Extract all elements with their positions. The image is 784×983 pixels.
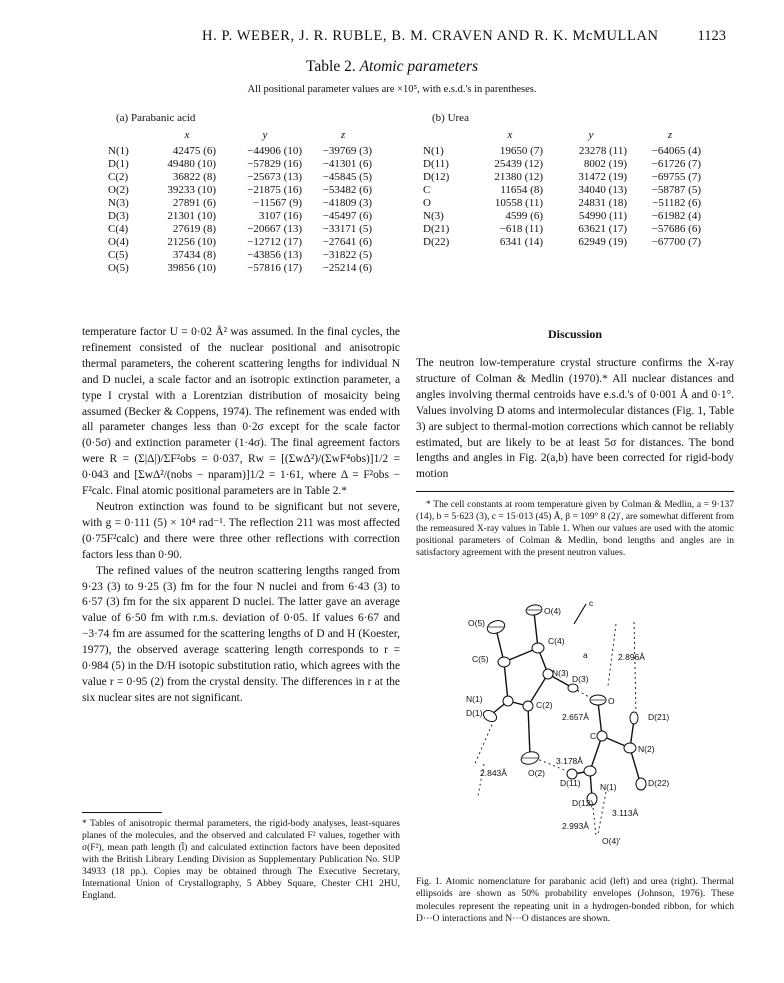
coordinate-cell: −11567 (9) — [253, 196, 302, 209]
coordinate-cell: 39856 (10) — [167, 261, 216, 274]
table-row — [108, 157, 378, 170]
coordinate-cell: −33171 (5) — [322, 222, 372, 235]
table-row — [108, 196, 378, 209]
table-row — [423, 222, 707, 235]
distance-label: 2.657Å — [562, 712, 589, 722]
coordinate-cell: 39233 (10) — [167, 183, 216, 196]
table-row — [423, 235, 707, 248]
table-row — [108, 235, 378, 248]
table-b-label: (b) Urea — [432, 112, 469, 124]
table-row — [423, 170, 707, 183]
atom-name-cell: D(3) — [108, 209, 129, 222]
right-footnote — [416, 499, 734, 559]
table-row — [423, 157, 707, 170]
footnote-rule — [82, 812, 162, 813]
col-z: z — [340, 129, 346, 141]
axis-label: a — [583, 650, 588, 660]
atom-name-cell: N(3) — [108, 196, 129, 209]
atom-name-cell: O(5) — [108, 261, 129, 274]
col-x: x — [507, 129, 513, 141]
atom-label: O(4)′ — [602, 836, 621, 846]
coordinate-cell: −618 (11) — [499, 222, 543, 235]
coordinate-cell: −31822 (5) — [322, 248, 372, 261]
table-a-label: (a) Parabanic acid — [116, 112, 196, 124]
coordinate-cell: 62949 (19) — [578, 235, 627, 248]
coordinate-cell: −45497 (6) — [322, 209, 372, 222]
distance-label: 3.113Å — [612, 808, 639, 818]
table-title-italic: Atomic parameters — [359, 58, 478, 75]
atom-label: D(12) — [572, 798, 594, 808]
table-row — [423, 183, 707, 196]
section-heading: Discussion — [547, 327, 603, 341]
atom-name-cell: C — [423, 183, 431, 196]
left-footnote — [82, 818, 400, 902]
table-note: All positional parameter values are ×10⁵, with e.s.d.'s in parentheses. — [247, 84, 537, 95]
page-number: 1123 — [697, 28, 726, 44]
coordinate-cell: −61726 (7) — [651, 157, 701, 170]
distance-label: 2.896Å — [618, 652, 645, 662]
axis-label: c — [589, 598, 594, 608]
atom-name-cell: D(22) — [423, 235, 450, 248]
table-row — [108, 222, 378, 235]
atom-label: D(3) — [572, 674, 589, 684]
atom-name-cell: N(3) — [423, 209, 444, 222]
coordinate-cell: 27891 (6) — [172, 196, 216, 209]
atom-name-cell: N(1) — [423, 144, 444, 157]
coordinate-cell: 21256 (10) — [167, 235, 216, 248]
paragraph: Neutron extinction was found to be significant but not severe, with g = 0·111 (5) × 10⁴ rad⁻¹. The reflection 211 was most affected (0·75F²calc) and there were three other reflections with correction factors less than 0·90. — [82, 500, 400, 561]
coordinate-cell: −20667 (13) — [247, 222, 302, 235]
coordinate-cell: −58787 (5) — [651, 183, 701, 196]
atom-name-cell: N(1) — [108, 144, 129, 157]
coordinate-cell: −25673 (13) — [247, 170, 302, 183]
coordinate-cell: −69755 (7) — [651, 170, 701, 183]
table-title — [0, 58, 784, 76]
distance-label: 3.178Å — [556, 756, 583, 766]
col-y: y — [588, 129, 594, 141]
author-line: H. P. WEBER, J. R. RUBLE, B. M. CRAVEN AND R. K. McMULLAN — [202, 28, 659, 44]
coordinate-cell: −43856 (13) — [247, 248, 302, 261]
coordinate-cell: −41301 (6) — [322, 157, 372, 170]
coordinate-cell: 54990 (11) — [578, 209, 627, 222]
coordinate-cell: −45845 (5) — [322, 170, 372, 183]
atom-label: O(5) — [468, 618, 485, 628]
coordinate-cell: −44906 (10) — [247, 144, 302, 157]
coordinate-cell: −64065 (4) — [651, 144, 701, 157]
table-row — [108, 261, 378, 274]
coordinate-cell: 11654 (8) — [500, 183, 543, 196]
atom-label: D(22) — [648, 778, 670, 788]
atom-label: N(3) — [552, 668, 569, 678]
coordinate-cell: 3107 (16) — [258, 209, 302, 222]
coordinate-cell: −61982 (4) — [651, 209, 701, 222]
running-header — [0, 28, 784, 52]
coordinate-cell: 63621 (17) — [578, 222, 627, 235]
table-row — [108, 209, 378, 222]
atom-name-cell: D(11) — [423, 157, 449, 170]
footnote-rule — [416, 491, 734, 492]
coordinate-cell: −57829 (16) — [247, 157, 302, 170]
coordinate-cell: −27641 (6) — [322, 235, 372, 248]
coordinate-cell: −67700 (7) — [651, 235, 701, 248]
coordinate-cell: 21301 (10) — [167, 209, 216, 222]
atom-label: D(11) — [560, 778, 581, 788]
distance-label: 2.843Å — [480, 768, 507, 778]
atom-label: N(1) — [600, 782, 617, 792]
coordinate-cell: −25214 (6) — [322, 261, 372, 274]
atom-name-cell: O(4) — [108, 235, 129, 248]
left-column — [82, 325, 400, 707]
atom-label: O — [608, 696, 615, 706]
footnote-text: * Tables of anisotropic thermal parameters, the rigid-body analyses, least-squares planes of the molecules, and the observed and calculated F² values, together with σ(F²), mean path length (l̄) and calculated extinction factors have been deposited with the British Library Lending Division as Supplementary Publication No. SUP 34933 (18 pp.). Copies may be obtained through The Executive Secretary, International Union of Crystallography, 5 Abbey Square, Chester CH1 2HU, England. — [82, 819, 400, 901]
coordinate-cell: −57686 (6) — [651, 222, 701, 235]
atom-name-cell: O(2) — [108, 183, 129, 196]
atom-label: O(4) — [544, 606, 561, 616]
table-row — [423, 144, 707, 157]
atom-label: N(1) — [466, 694, 483, 704]
coordinate-cell: 6341 (14) — [499, 235, 543, 248]
paragraph: The refined values of the neutron scattering lengths ranged from 9·23 (3) to 9·25 (3) fm for the four N nuclei and from 6·43 (3) to 6·57 (3) fm for the six apparent D nuclei. The latter gave an average value of 6·50 fm with r.m.s. deviation of 0·05. If values 6·67 and −3·74 fm are assumed for the scattering lengths of D and H (Koester, 1977), the observed average scattering length corresponds to r = 0·984 (5) in the D/H isotopic substitution ratio, which agrees with the value r = 0·95 (2) from the crystal density. The differences in r at the six nuclear sites are not significant. — [82, 564, 400, 704]
footnote-text: * The cell constants at room temperature given by Colman & Medlin, a = 9·137 (14), b = 5·623 (3), c = 15·013 (45) Å, β = 109° 8 (2)′, are somewhat different from the remeasured X-ray values in Table 1. When our values are used with the atomic positional parameters of Colman & Medlin, bond lengths and angles are in satisfactory agreement with the present neutron values. — [416, 500, 734, 558]
coordinate-cell: −51182 (6) — [652, 196, 701, 209]
atom-label: D(1) — [466, 708, 483, 718]
atom-label: N(2) — [638, 744, 655, 754]
atom-label: D(21) — [648, 712, 670, 722]
coordinate-cell: 49480 (10) — [167, 157, 216, 170]
atom-label: C(4) — [548, 636, 565, 646]
atom-name-cell: O — [423, 196, 431, 209]
coordinate-cell: 31472 (19) — [578, 170, 627, 183]
atom-name-cell: C(2) — [108, 170, 129, 183]
coordinate-cell: 25439 (12) — [494, 157, 543, 170]
table-a — [108, 126, 378, 274]
figure-caption: Fig. 1. Atomic nomenclature for parabanic acid (left) and urea (right). Thermal ellipsoids are shown as 50% probability envelopes (Johnson, 1976). These molecules represent the repeating unit in a hydrogen-bonded ribbon, for which D···O interactions and N···O distances are shown. — [416, 876, 734, 924]
coordinate-cell: 4599 (6) — [505, 209, 543, 222]
atom-label: C(2) — [536, 700, 553, 710]
distance-label: 2.993Å — [562, 821, 589, 831]
atom-name-cell: C(5) — [108, 248, 129, 261]
table-row — [108, 144, 378, 157]
paragraph: temperature factor U = 0·02 Å² was assumed. In the final cycles, the refinement consisted of the nuclear positional and anisotropic thermal parameters, the coherent scattering lengths for individual N and D nuclei, a scale factor and an isotropic extinction parameter, a type I crystal with a Lorentzian distribution of mosaicity being assumed (Becker & Coppens, 1974). The refinement was ended with all parameter changes less than 0·2σ except for the scale factor (0·5σ) and extinction parameter (1·4σ). The final agreement factors were R = (Σ|Δ|)/ΣF²obs = 0·037, Rw = [(ΣwΔ²)/(ΣwF⁴obs)]1/2 = 0·043 and [ΣwΔ²/(nobs − nparam)]1/2 = 1·61, where Δ = F²obs − F²calc. Final atomic positional parameters are in Table 2.* — [82, 326, 400, 498]
table-b — [423, 126, 707, 248]
coordinate-cell: −41809 (3) — [322, 196, 372, 209]
col-z: z — [667, 129, 673, 141]
table-row — [108, 248, 378, 261]
coordinate-cell: 19650 (7) — [499, 144, 543, 157]
molecule-figure — [466, 596, 696, 866]
col-x: x — [184, 129, 190, 141]
atom-label: O(2) — [528, 768, 545, 778]
coordinate-cell: −57816 (17) — [247, 261, 302, 274]
coordinate-cell: 24831 (18) — [578, 196, 627, 209]
coordinate-cell: 42475 (6) — [172, 144, 216, 157]
coordinate-cell: −21875 (16) — [247, 183, 302, 196]
atom-label: C — [590, 731, 597, 741]
table-row — [108, 183, 378, 196]
coordinate-cell: 36822 (8) — [172, 170, 216, 183]
atom-label: C(5) — [472, 654, 489, 664]
paragraph: The neutron low-temperature crystal structure confirms the X-ray structure of Colman & Medlin (1970).* All nuclear distances and angles involving thermal centroids have e.s.d.'s of 0·001 Å and 0·1°. Values involving D atoms and intermolecular distances (Fig. 1, Table 3) are subject to thermal-motion corrections which cannot be reliably estimated, but are likely to be at least 5σ for distances. The bond lengths and angles in Fig. 2(a,b) have been corrected for rigid-body motion — [416, 357, 734, 481]
table-row — [423, 209, 707, 222]
coordinate-cell: 34040 (13) — [578, 183, 627, 196]
atom-name-cell: D(21) — [423, 222, 450, 235]
coordinate-cell: 37434 (8) — [172, 248, 216, 261]
atom-name-cell: C(4) — [108, 222, 129, 235]
coordinate-cell: 10558 (11) — [494, 196, 543, 209]
coordinate-cell: 27619 (8) — [172, 222, 216, 235]
table-row — [423, 196, 707, 209]
coordinate-cell: 21380 (12) — [494, 170, 543, 183]
table-row — [108, 170, 378, 183]
coordinate-cell: 23278 (11) — [578, 144, 627, 157]
coordinate-cell: 8002 (19) — [583, 157, 627, 170]
col-y: y — [262, 129, 268, 141]
coordinate-cell: −12712 (17) — [247, 235, 302, 248]
coordinate-cell: −53482 (6) — [322, 183, 372, 196]
coordinate-cell: −39769 (3) — [322, 144, 372, 157]
atom-name-cell: D(1) — [108, 157, 129, 170]
atom-name-cell: D(12) — [423, 170, 450, 183]
table-title-prefix: Table 2. — [306, 58, 356, 75]
right-column — [416, 356, 734, 483]
